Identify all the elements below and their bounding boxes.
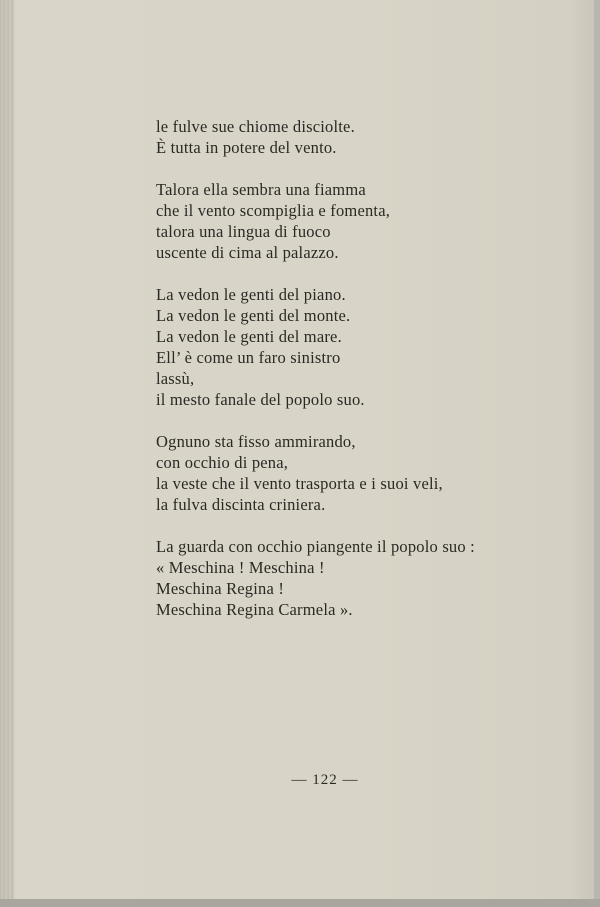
poem-line: La guarda con occhio piangente il popolo suo : bbox=[156, 537, 475, 556]
poem-line: È tutta in potere del vento. bbox=[156, 138, 337, 157]
poem-line: Meschina Regina Carmela ». bbox=[156, 600, 353, 619]
poem-line: La vedon le genti del mare. bbox=[156, 327, 342, 346]
poem-line: le fulve sue chiome disciolte. bbox=[156, 117, 355, 136]
poem-line: la veste che il vento trasporta e i suoi veli, bbox=[156, 474, 443, 493]
poem-line: con occhio di pena, bbox=[156, 453, 289, 472]
poem-line: Ognuno sta fisso ammirando, bbox=[156, 432, 356, 451]
poem-line: Meschina Regina ! bbox=[156, 579, 285, 598]
poem-line: lassù, bbox=[156, 369, 195, 388]
stanza bbox=[156, 179, 576, 263]
poem-line: che il vento scompiglia e fomenta, bbox=[156, 201, 391, 220]
poem-line: Talora ella sembra una fiamma bbox=[156, 180, 366, 199]
stanza bbox=[156, 431, 576, 515]
poem-line: uscente di cima al palazzo. bbox=[156, 243, 339, 262]
stanza bbox=[156, 116, 576, 158]
poem-line: La vedon le genti del piano. bbox=[156, 285, 346, 304]
poem-line: Ell’ è come un faro sinistro bbox=[156, 348, 341, 367]
page-edge-bottom bbox=[0, 899, 600, 907]
poem-line: « Meschina ! Meschina ! bbox=[156, 558, 325, 577]
page-number: — 122 — bbox=[291, 772, 359, 788]
poem-line: la fulva discinta criniera. bbox=[156, 495, 326, 514]
poem-line: il mesto fanale del popolo suo. bbox=[156, 390, 365, 409]
stanza bbox=[156, 536, 576, 620]
poem-line: La vedon le genti del monte. bbox=[156, 306, 351, 325]
page-edge-left bbox=[0, 0, 14, 907]
poem-text bbox=[156, 116, 576, 641]
stanza bbox=[156, 284, 576, 410]
page-edge-right bbox=[594, 0, 600, 907]
poem-line: talora una lingua di fuoco bbox=[156, 222, 331, 241]
